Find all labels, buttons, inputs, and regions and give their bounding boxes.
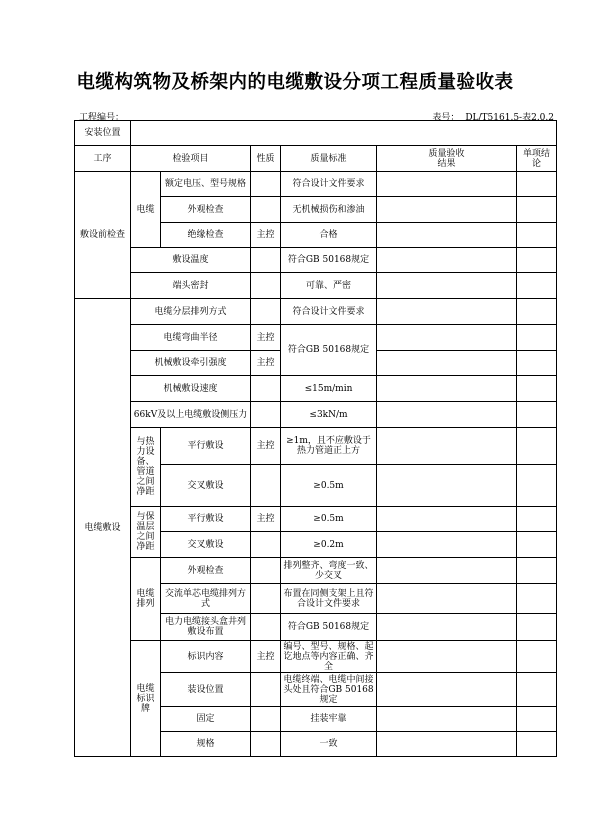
standard-cell: 符合GB 50168规定 [281,248,377,273]
result-cell[interactable] [377,673,517,707]
conclusion-cell[interactable] [517,351,557,376]
conclusion-cell[interactable] [517,532,557,558]
result-cell[interactable] [377,584,517,614]
item-cell: 66kV及以上电缆敷设侧压力 [131,402,251,428]
result-cell[interactable] [377,376,517,402]
standard-cell: 挂装牢靠 [281,707,377,732]
nature-cell [251,248,281,273]
nature-cell: 主控 [251,223,281,248]
group-heat-distance: 与热 力设 备、 管道 之间 净距 [131,428,161,507]
item-cell: 敷设温度 [131,248,251,273]
item-cell: 规格 [161,732,251,757]
nature-cell: 主控 [251,428,281,465]
nature-cell [251,558,281,584]
conclusion-cell[interactable] [517,673,557,707]
nature-cell [251,273,281,299]
table-row [75,402,557,428]
table-row [75,273,557,299]
nature-cell [251,299,281,325]
location-value[interactable] [131,121,557,146]
nature-cell: 主控 [251,351,281,376]
result-cell[interactable] [377,507,517,532]
form-no-value: DL/T5161.5-表2.0.2 [465,113,554,123]
nature-cell [251,673,281,707]
table-row [75,248,557,273]
standard-cell: 布置在同侧支架上且符 合设计文件要求 [281,584,377,614]
header-result: 质量验收 结果 [377,146,517,172]
item-cell: 电力电缆接头盒井列 敷设布置 [161,614,251,641]
item-cell: 固定 [161,707,251,732]
header-row [75,146,557,172]
item-cell: 平行敷设 [161,507,251,532]
group-cable-sign: 电缆 标识 牌 [131,641,161,757]
table-row [75,428,557,465]
header-nature: 性质 [251,146,281,172]
conclusion-cell[interactable] [517,273,557,299]
result-cell[interactable] [377,351,517,376]
result-cell[interactable] [377,273,517,299]
standard-cell: 排列整齐、弯度一致、 少交叉 [281,558,377,584]
item-cell: 机械敷设速度 [131,376,251,402]
result-cell[interactable] [377,428,517,465]
form-no-label: 表号： [432,113,460,123]
nature-cell [251,197,281,223]
table-row [75,299,557,325]
group-insulation-distance: 与保 温层 之间 净距 [131,507,161,558]
item-cell: 额定电压、型号规格 [161,172,251,197]
item-cell: 标识内容 [161,641,251,673]
standard-cell: ≤3kN/m [281,402,377,428]
group-cable-arrangement: 电缆 排列 [131,558,161,641]
conclusion-cell[interactable] [517,558,557,584]
inspection-table [74,120,557,757]
standard-cell: 可靠、严密 [281,273,377,299]
standard-cell: 符合GB 50168规定 [281,614,377,641]
item-cell: 交流单芯电缆排列方 式 [161,584,251,614]
table-row [75,507,557,532]
table-row [75,325,557,351]
table-row [75,376,557,402]
item-cell: 电缆弯曲半径 [131,325,251,351]
process-pre-inspection: 敷设前检查 [75,172,131,299]
conclusion-cell[interactable] [517,428,557,465]
conclusion-cell[interactable] [517,707,557,732]
item-cell: 交叉敷设 [161,532,251,558]
location-row [75,121,557,146]
standard-cell: ≥0.5m [281,507,377,532]
item-cell: 装设位置 [161,673,251,707]
result-cell[interactable] [377,172,517,197]
table-row [75,641,557,673]
result-cell[interactable] [377,732,517,757]
result-cell[interactable] [377,223,517,248]
result-cell[interactable] [377,402,517,428]
nature-cell [251,707,281,732]
item-cell: 绝缘检查 [161,223,251,248]
nature-cell [251,584,281,614]
standard-cell: 一致 [281,732,377,757]
nature-cell [251,614,281,641]
conclusion-cell[interactable] [517,584,557,614]
conclusion-cell[interactable] [517,465,557,507]
item-cell: 外观检查 [161,558,251,584]
result-cell[interactable] [377,299,517,325]
header-process: 工序 [75,146,131,172]
nature-cell: 主控 [251,507,281,532]
nature-cell [251,376,281,402]
table-row [75,172,557,197]
item-cell: 外观检查 [161,197,251,223]
conclusion-cell[interactable] [517,299,557,325]
standard-cell: ≥1m，且不应敷设于 热力管道正上方 [281,428,377,465]
form-title: 电缆构筑物及桥架内的电缆敷设分项工程质量验收表 [76,72,514,93]
location-label: 安装位置 [75,121,131,146]
standard-cell: 合格 [281,223,377,248]
standard-cell: ≥0.5m [281,465,377,507]
conclusion-cell[interactable] [517,641,557,673]
conclusion-cell[interactable] [517,507,557,532]
group-cable: 电缆 [131,172,161,248]
nature-cell: 主控 [251,325,281,351]
nature-cell [251,465,281,507]
project-no-label: 工程编号： [79,113,125,123]
result-cell[interactable] [377,707,517,732]
conclusion-cell[interactable] [517,223,557,248]
standard-cell: 编号、型号、规格、起 讫地点等内容正确、齐 全 [281,641,377,673]
conclusion-cell[interactable] [517,402,557,428]
process-laying: 电缆敷设 [75,299,131,757]
result-cell[interactable] [377,325,517,351]
item-cell: 端头密封 [131,273,251,299]
standard-cell: 无机械损伤和渗油 [281,197,377,223]
result-cell[interactable] [377,641,517,673]
conclusion-cell[interactable] [517,172,557,197]
nature-cell [251,732,281,757]
header-standard: 质量标准 [281,146,377,172]
nature-cell: 主控 [251,641,281,673]
result-cell[interactable] [377,614,517,641]
result-cell[interactable] [377,465,517,507]
item-cell: 交叉敷设 [161,465,251,507]
result-cell[interactable] [377,248,517,273]
result-cell[interactable] [377,532,517,558]
conclusion-cell[interactable] [517,197,557,223]
standard-cell: ≥0.2m [281,532,377,558]
item-cell: 电缆分层排列方式 [131,299,251,325]
standard-cell: 符合GB 50168规定 [281,325,377,376]
conclusion-cell[interactable] [517,248,557,273]
conclusion-cell[interactable] [517,325,557,351]
table-row [75,558,557,584]
standard-cell: ≤15m/min [281,376,377,402]
header-conclusion: 单项结 论 [517,146,557,172]
nature-cell [251,532,281,558]
conclusion-cell[interactable] [517,732,557,757]
nature-cell [251,402,281,428]
standard-cell: 电缆终端、电缆中间接 头处且符合GB 50168 规定 [281,673,377,707]
standard-cell: 符合设计文件要求 [281,299,377,325]
nature-cell [251,172,281,197]
conclusion-cell[interactable] [517,614,557,641]
item-cell: 机械敷设牵引强度 [131,351,251,376]
result-cell[interactable] [377,197,517,223]
standard-cell: 符合设计文件要求 [281,172,377,197]
item-cell: 平行敷设 [161,428,251,465]
result-cell[interactable] [377,558,517,584]
conclusion-cell[interactable] [517,376,557,402]
header-item: 检验项目 [131,146,251,172]
